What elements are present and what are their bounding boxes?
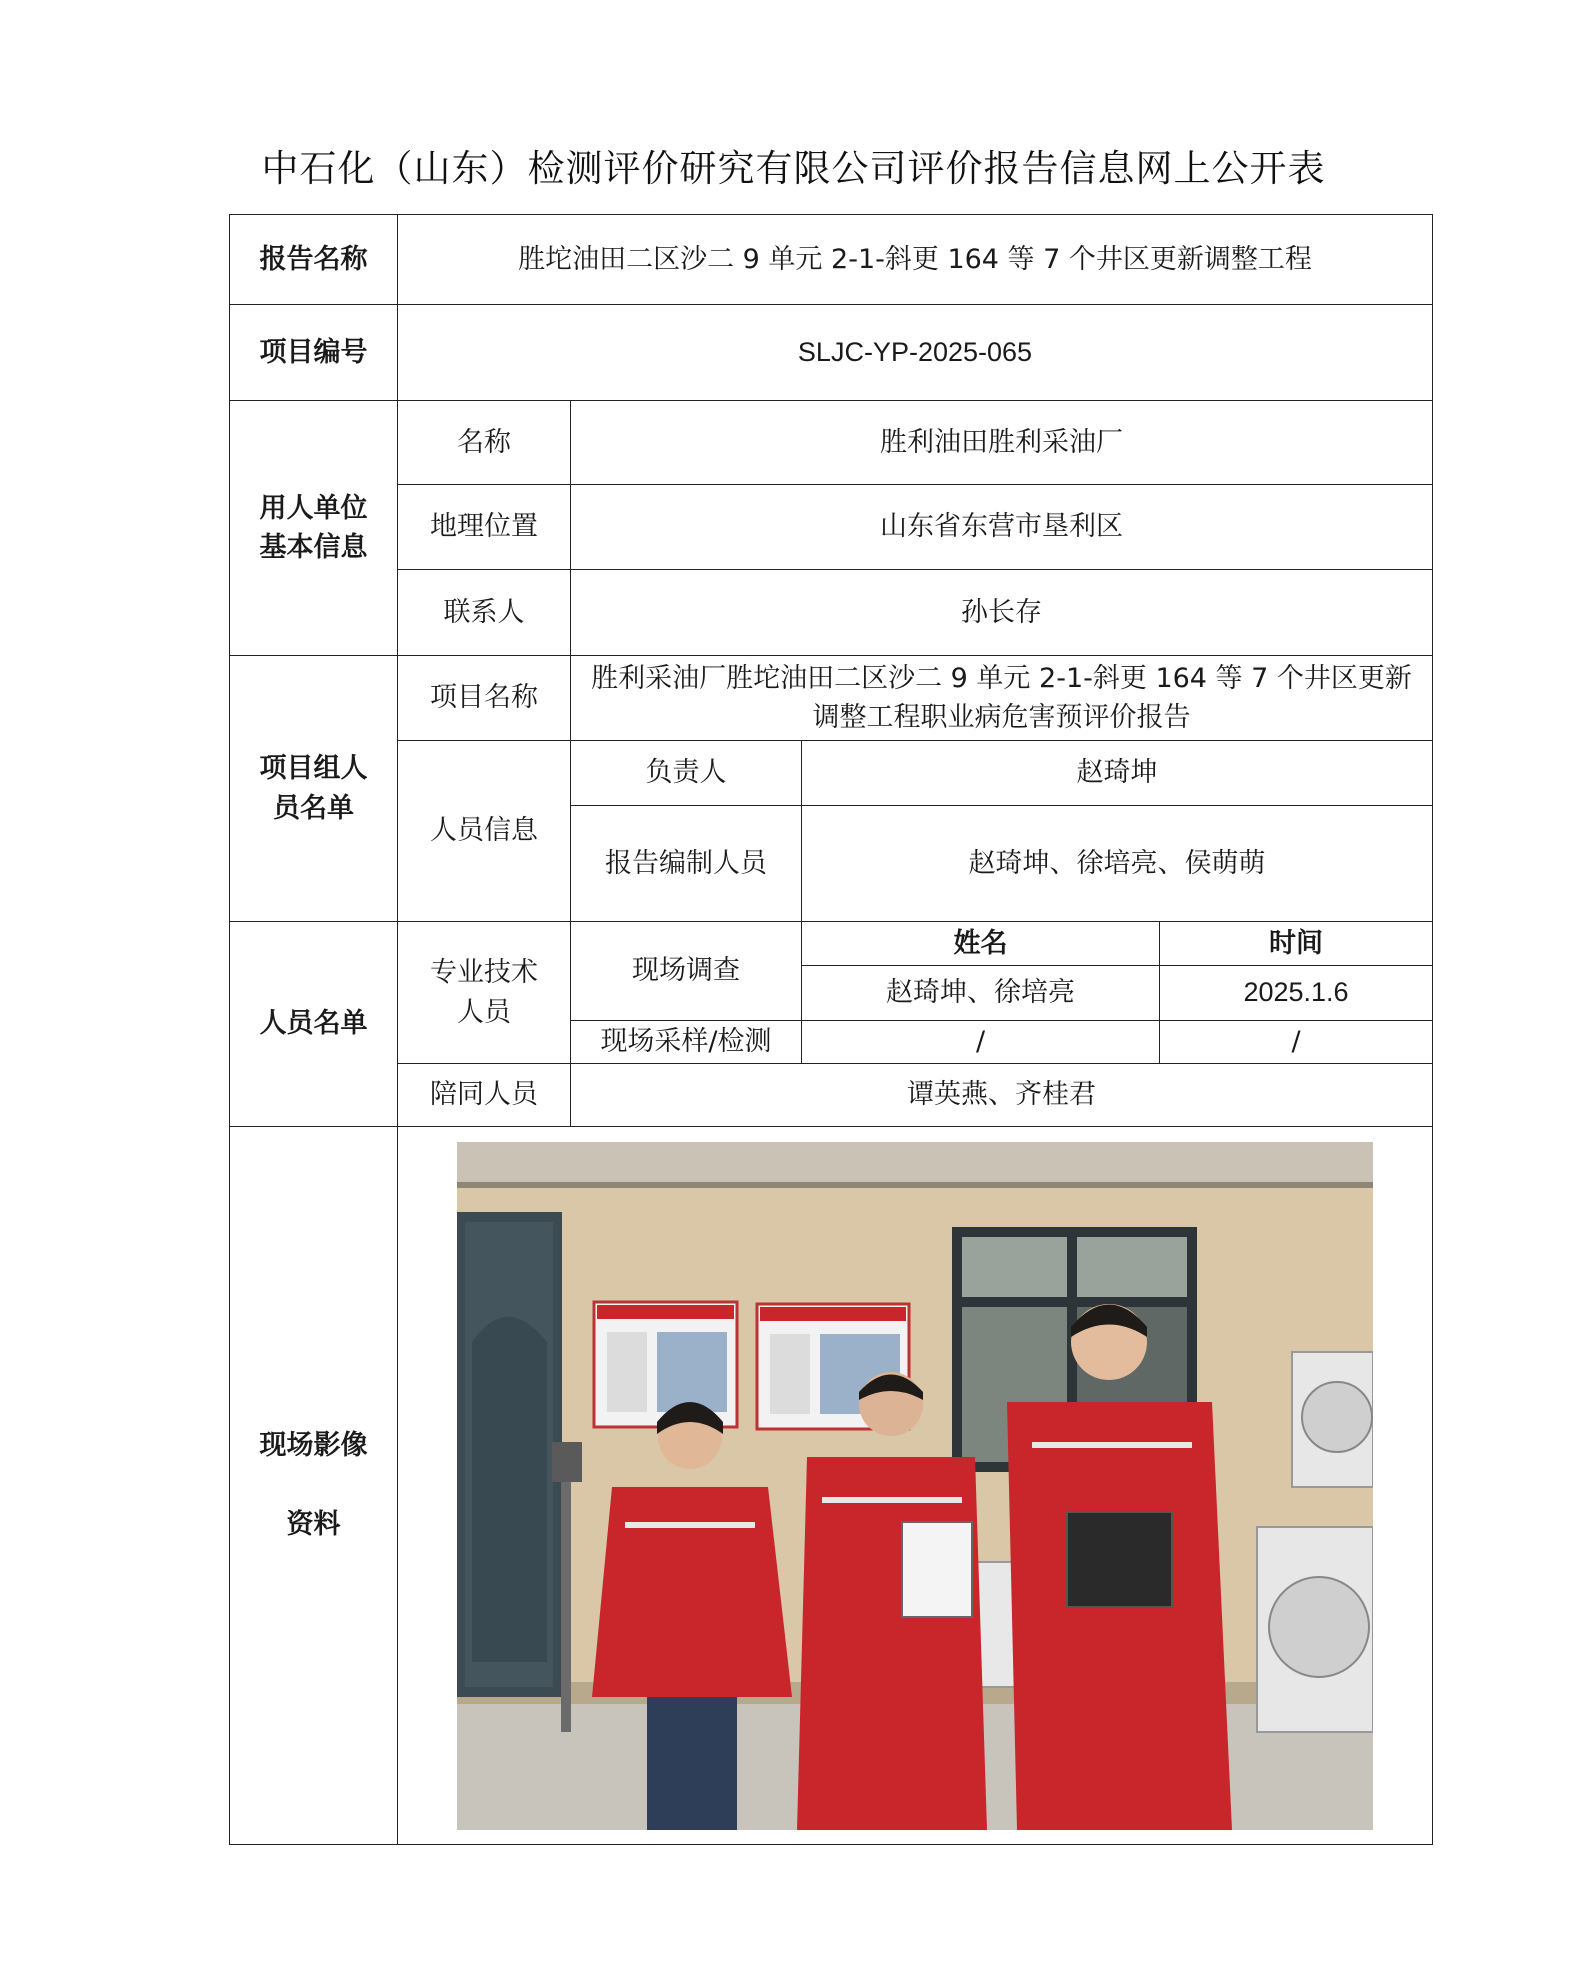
project-no-value: SLJC-YP-2025-065: [398, 305, 1433, 401]
photo-ac-fan-2: [1269, 1577, 1369, 1677]
project-team-label-line2: 员名单: [273, 792, 354, 824]
employer-location-value: 山东省东营市垦利区: [571, 485, 1433, 570]
staff-info-label: 人员信息: [398, 741, 571, 922]
project-team-label: [230, 656, 398, 922]
row-project-no: [230, 305, 1433, 401]
project-team-label-line1: 项目组人: [259, 753, 368, 785]
photo-post: [561, 1482, 571, 1732]
survey-time: 2025.1.6: [1160, 966, 1433, 1021]
employer-label: [230, 401, 398, 656]
row-project-name: [230, 656, 1433, 741]
companion-value: 谭英燕、齐桂君: [571, 1064, 1433, 1127]
employer-contact-value: 孙长存: [571, 570, 1433, 656]
survey-label: 现场调查: [571, 922, 802, 1021]
photo-person-1-jacket: [592, 1487, 792, 1697]
photo-window-pane-2: [1077, 1237, 1187, 1297]
photo-person-1-stripe: [625, 1522, 755, 1528]
leader-label: 负责人: [571, 741, 802, 806]
site-photo-label: [230, 1127, 398, 1845]
project-name-value: [571, 656, 1433, 741]
photo-notice-icon-1: [607, 1332, 647, 1412]
row-employer-contact: [230, 570, 1433, 656]
tech-staff-label: [398, 922, 571, 1064]
leader-value: 赵琦坤: [802, 741, 1433, 806]
row-employer-name: [230, 401, 1433, 485]
tech-staff-label-line2: 人员: [457, 996, 511, 1028]
tech-staff-label-line1: 专业技术: [430, 957, 538, 989]
employer-label-line1: 用人单位: [259, 492, 368, 524]
photo-person-2-folder: [902, 1522, 972, 1617]
photo-notice-header-1: [597, 1305, 734, 1319]
site-photo-label-line2: 资料: [286, 1508, 341, 1540]
report-name-value: 胜坨油田二区沙二 9 单元 2-1-斜更 164 等 7 个井区更新调整工程: [398, 215, 1433, 305]
photo-person-2-uniform: [797, 1457, 987, 1830]
report-name-label: 报告名称: [230, 215, 398, 305]
photo-ac-fan-1: [1302, 1382, 1372, 1452]
photo-control-box: [552, 1442, 582, 1482]
survey-names: 赵琦坤、徐培亮: [802, 966, 1160, 1021]
photo-person-2-stripe: [822, 1497, 962, 1503]
col-name-header: 姓名: [802, 922, 1160, 966]
row-leader: [230, 741, 1433, 806]
photo-eave: [457, 1142, 1373, 1182]
col-time-header: 时间: [1160, 922, 1433, 966]
employer-contact-label: 联系人: [398, 570, 571, 656]
photo-person-3-folder: [1067, 1512, 1172, 1607]
row-personnel-header: [230, 922, 1433, 966]
page-title: 中石化（山东）检测评价研究有限公司评价报告信息网上公开表: [261, 147, 1326, 190]
personnel-label: 人员名单: [230, 922, 398, 1127]
authors-label: 报告编制人员: [571, 806, 802, 922]
site-photo: [457, 1142, 1373, 1830]
photo-person-3-uniform: [1007, 1402, 1232, 1830]
employer-name-value: 胜利油田胜利采油厂: [571, 401, 1433, 485]
photo-notice-header-2: [760, 1307, 906, 1321]
site-photo-label-line1: 现场影像: [259, 1430, 368, 1462]
photo-eave-edge: [457, 1182, 1373, 1188]
sampling-names: /: [802, 1021, 1160, 1064]
row-employer-location: [230, 485, 1433, 570]
employer-name-label: 名称: [398, 401, 571, 485]
photo-window-pane-1: [962, 1237, 1067, 1297]
authors-value: 赵琦坤、徐培亮、侯萌萌: [802, 806, 1433, 922]
row-companion: [230, 1064, 1433, 1127]
photo-notice-text-1: [657, 1332, 727, 1412]
companion-label: 陪同人员: [398, 1064, 571, 1127]
sampling-time: /: [1160, 1021, 1433, 1064]
employer-location-label: 地理位置: [398, 485, 571, 570]
project-name-line2: 调整工程职业病危害预评价报告: [812, 702, 1191, 733]
row-report-name: [230, 215, 1433, 305]
project-name-label: 项目名称: [398, 656, 571, 741]
photo-notice-icon-2: [770, 1334, 810, 1414]
site-photo-cell: [398, 1127, 1433, 1845]
info-table: [229, 214, 1433, 1845]
project-no-label: 项目编号: [230, 305, 398, 401]
photo-door-arch: [472, 1317, 547, 1662]
project-name-line1: 胜利采油厂胜坨油田二区沙二 9 单元 2-1-斜更 164 等 7 个井区更新: [591, 662, 1412, 694]
photo-person-1-jeans: [647, 1697, 737, 1830]
sampling-label: 现场采样/检测: [571, 1021, 802, 1064]
employer-label-line2: 基本信息: [259, 532, 368, 563]
row-site-photo: [230, 1127, 1433, 1845]
photo-person-3-stripe: [1032, 1442, 1192, 1448]
